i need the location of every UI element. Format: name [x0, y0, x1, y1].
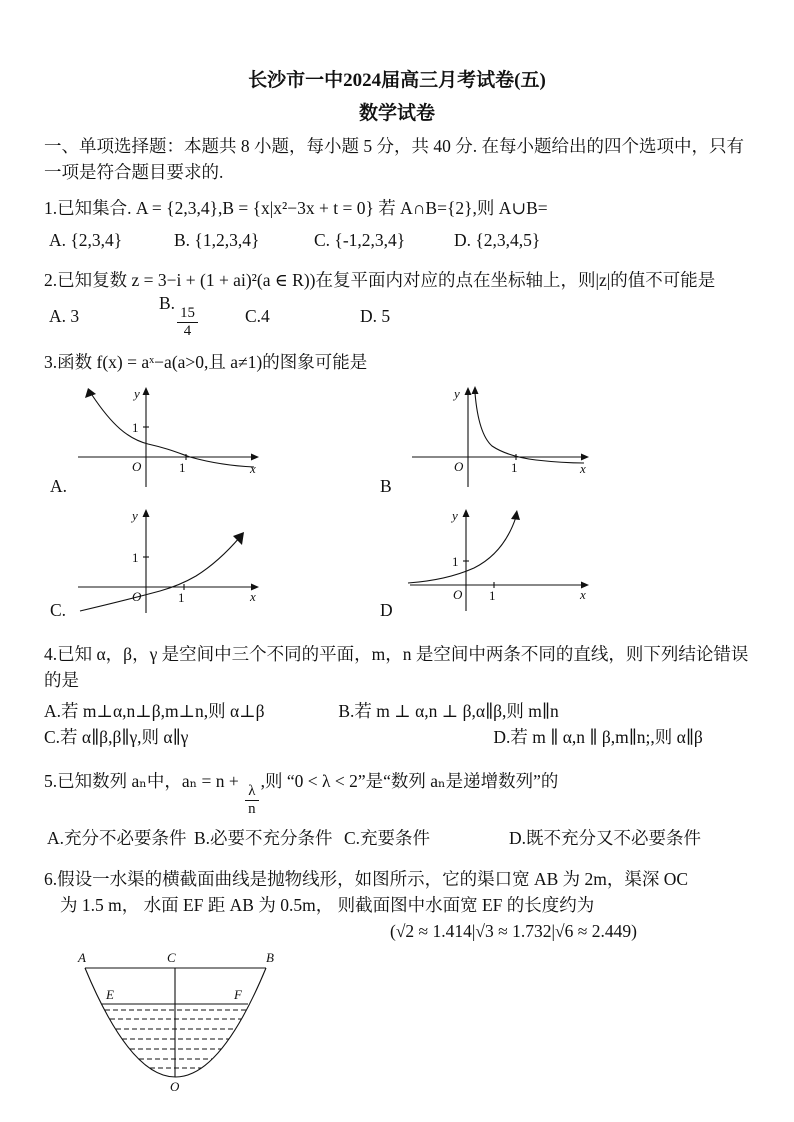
- q6-stem-line2: 为 1.5 m， 水面 EF 距 AB 为 0.5m， 则截面图中水面宽 EF 的长度约为: [60, 894, 595, 915]
- q6-parabola-figure: [70, 946, 280, 1094]
- graph-b-origin-label: O: [454, 459, 464, 474]
- figure-label-o: O: [170, 1078, 180, 1094]
- graph-d-origin-label: O: [453, 587, 463, 602]
- q6-approximations: (√2 ≈ 1.414|√3 ≈ 1.732|√6 ≈ 2.449): [390, 920, 637, 941]
- q4-options-row1: [44, 698, 750, 724]
- q4-option-a: A.若 m⊥α,n⊥β,m⊥n,则 α⊥β: [44, 701, 265, 721]
- page-subtitle: 数学试卷: [358, 103, 435, 124]
- q2-option-d: D. 5: [360, 305, 391, 326]
- q2-option-b-label: B.: [159, 293, 176, 314]
- graph-c-ytick-label: 1: [132, 550, 139, 565]
- q4-stem: 4.已知 α，β，γ 是空间中三个不同的平面，m，n 是空间中两条不同的直线，则下列结论错误的是: [44, 644, 749, 690]
- q3-graph-c: [50, 505, 380, 629]
- graph-c-xtick-label: 1: [178, 590, 185, 605]
- q6-figure: [70, 946, 750, 1099]
- figure-label-e: E: [106, 986, 114, 1002]
- q4-option-d: D.若 m ∥ α,n ∥ β,m∥n;,则 α∥β: [493, 727, 703, 747]
- q1-options: [44, 230, 750, 251]
- graph-b-xtick-label: 1: [511, 460, 518, 475]
- q4-option-c: C.若 α∥β,β∥γ,则 α∥γ: [44, 727, 189, 747]
- q5-option-d: D.既不充分又不必要条件: [509, 827, 702, 848]
- figure-label-f: F: [234, 986, 242, 1002]
- graph-c-y-label: y: [132, 508, 138, 523]
- q3-graph-d-letter: D: [380, 600, 393, 620]
- q5-fraction-denominator: n: [248, 800, 256, 817]
- q5-stem: [44, 768, 750, 817]
- q3-graph-b-plot: [398, 381, 598, 497]
- q3-stem: 3.函数 f(x) = aˣ−a(a>0,且 a≠1)的图象可能是: [44, 352, 368, 372]
- q2-option-b-denominator: 4: [183, 322, 192, 339]
- q5-fraction-numerator: λ: [245, 783, 258, 800]
- q2-options: [44, 293, 750, 339]
- q5-fraction: [245, 783, 258, 817]
- graph-d-y-label: y: [452, 508, 458, 523]
- q3-graph-a-plot: [68, 381, 268, 497]
- graph-a-y-label: y: [134, 386, 140, 401]
- graph-d-x-label: x: [580, 587, 586, 602]
- q3-graph-grid: [44, 381, 750, 629]
- graph-b-y-label: y: [454, 386, 460, 401]
- q3-graph-c-letter: C.: [50, 600, 67, 620]
- page-title: 长沙市一中2024届高三月考试卷(五): [248, 70, 546, 91]
- q5-option-b: B.必要不充分条件: [194, 827, 333, 848]
- section-instructions: 一、单项选择题：本题共 8 小题，每小题 5 分，共 40 分. 在每小题给出的四个选项中，只有一项是符合题目要求的.: [44, 136, 744, 182]
- graph-a-ytick-label: 1: [132, 420, 139, 435]
- q1-option-b: B. {1,2,3,4}: [174, 230, 260, 250]
- q4-options-row2: [44, 724, 750, 750]
- graph-d-xtick-label: 1: [489, 588, 496, 603]
- q4-option-b: B.若 m ⊥ α,n ⊥ β,α∥β,则 m∥n: [338, 701, 559, 721]
- graph-d-ytick-label: 1: [452, 554, 459, 569]
- graph-c-origin-label: O: [132, 589, 142, 604]
- q5-stem-pre: 5.已知数列 aₙ中，aₙ = n +: [44, 771, 244, 791]
- graph-a-x-label: x: [250, 461, 256, 476]
- q2-option-b-numerator: 15: [177, 305, 198, 322]
- figure-label-b: B: [266, 949, 274, 965]
- graph-c-x-label: x: [250, 589, 256, 604]
- q1-stem: 1.已知集合. A = {2,3,4},B = {x|x²−3x + t = 0} 若 A∩B={2},则 A∪B=: [44, 198, 548, 218]
- q3-graph-d-plot: [398, 505, 598, 621]
- q2-option-c: C.4: [245, 305, 270, 326]
- q3-graph-d: [380, 505, 750, 629]
- q3-graph-a-letter: A.: [50, 476, 68, 496]
- q5-option-a: A.充分不必要条件: [47, 827, 187, 848]
- q1-option-a: A. {2,3,4}: [49, 230, 123, 250]
- q3-graph-b-letter: B: [380, 476, 392, 496]
- q3-graph-a: [50, 381, 380, 505]
- graph-b-x-label: x: [580, 461, 586, 476]
- q2-option-b-fraction: [177, 305, 198, 339]
- q5-options: [44, 825, 750, 850]
- graph-a-xtick-label: 1: [179, 460, 186, 475]
- graph-a-origin-label: O: [132, 459, 142, 474]
- q3-graph-c-plot: [68, 505, 268, 621]
- q5-option-c: C.充要条件: [344, 827, 431, 848]
- q1-option-d: D. {2,3,4,5}: [454, 230, 541, 250]
- figure-label-a: A: [78, 949, 86, 965]
- q3-graph-b: [380, 381, 750, 505]
- q1-option-c: C. {-1,2,3,4}: [314, 230, 406, 250]
- q5-stem-post: ,则 “0 < λ < 2”是“数列 aₙ是递增数列”的: [260, 771, 559, 791]
- figure-label-c: C: [167, 949, 176, 965]
- q2-stem: 2.已知复数 z = 3−i + (1 + ai)²(a ∈ R))在复平面内对应的点在坐标轴上，则|z|的值不可能是: [44, 270, 716, 290]
- q2-option-a: A. 3: [49, 305, 80, 326]
- q6-stem-line1: 6.假设一水渠的横截面曲线是抛物线形，如图所示，它的渠口宽 AB 为 2m，渠深 OC: [44, 868, 689, 889]
- q2-option-b: [159, 293, 245, 339]
